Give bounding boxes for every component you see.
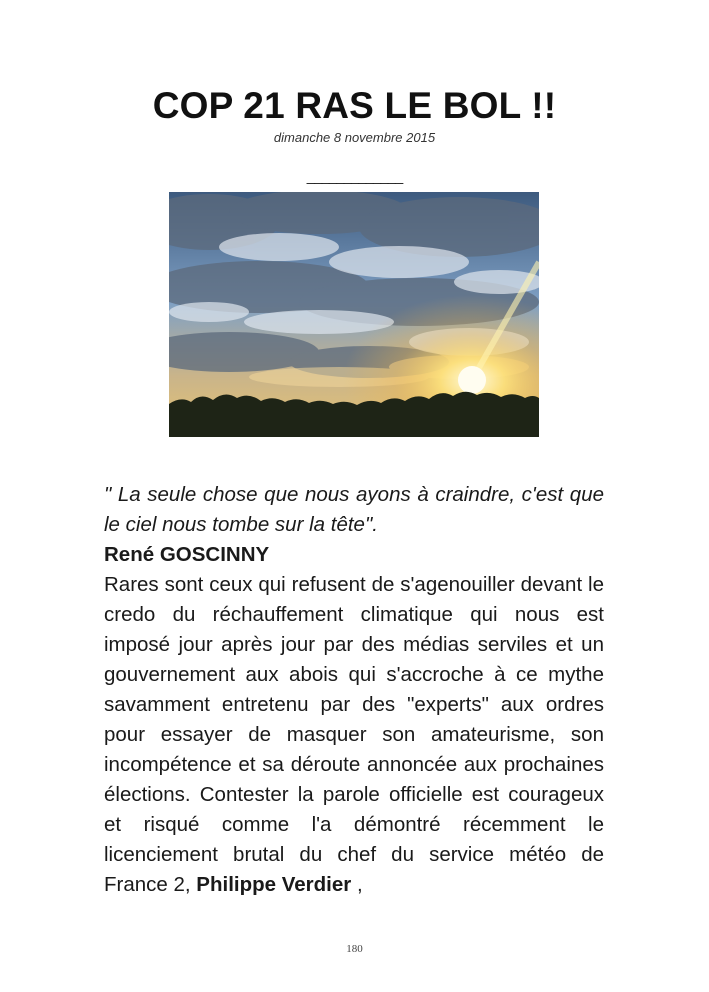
sunset-sky-photo [169, 192, 539, 437]
article-text [104, 480, 604, 900]
page-title: COP 21 RAS LE BOL !! [152, 85, 557, 126]
quote-author: René GOSCINNY [104, 543, 270, 566]
opening-quote: " La seule chose que nous ayons à craindre, c'est que le ciel nous tombe sur la tête". [104, 483, 604, 536]
highlighted-name: Philippe Verdier [196, 873, 352, 896]
page-number: 180 [346, 943, 363, 955]
publication-date: dimanche 8 novembre 2015 [273, 130, 436, 145]
paragraph-text: Rares sont ceux qui refusent de s'agenouiller devant le credo du réchauffement climatique qui nous est imposé jour après jour par des médias serviles et un gouvernement aux abois qui s'accroche à ce mythe savamment entretenu par des "experts" aux ordres pour essayer de masquer son amateurisme, son incompétence et sa déroute annoncée aux prochaines élections. Contester la parole officielle est courageux et risqué comme l'a démontré récemment le licenciement brutal du chef du service météo de France 2, [104, 573, 604, 896]
separator-line: _____________ [306, 168, 403, 185]
article-paragraph [104, 570, 604, 900]
paragraph-end: , [351, 873, 363, 896]
